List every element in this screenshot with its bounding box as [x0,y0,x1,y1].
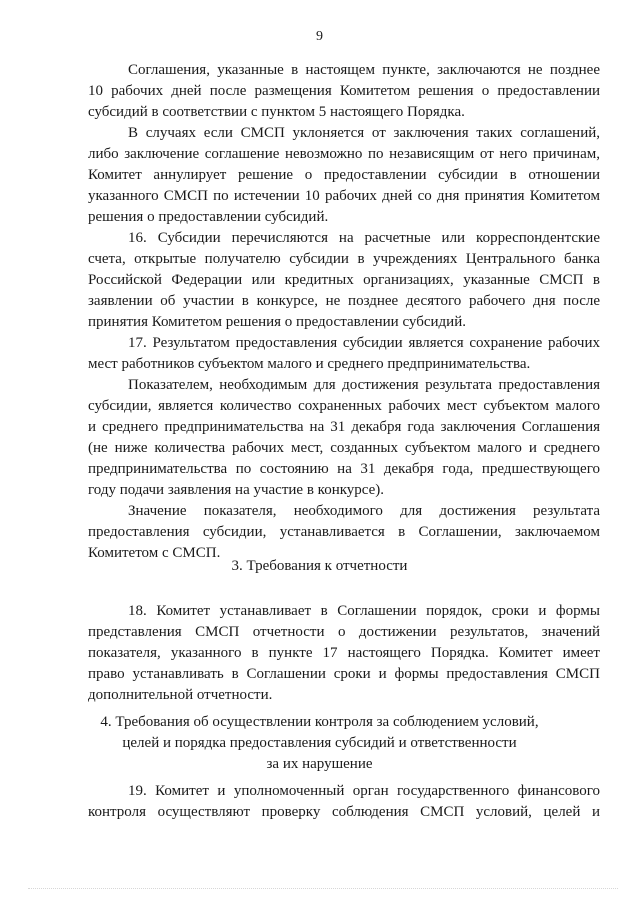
text-line: счета, открытые получателю субсидии в учреждениях Центрального банка [88,251,600,267]
scan-edge-marks [28,888,618,893]
text-line: году подачи заявления на участие в конкурсе). [88,482,385,498]
page-number: 9 [316,29,323,44]
section-heading: целей и порядка предоставления субсидий и ответственности [122,735,517,751]
text-line: В случаях если СМСП уклоняется от заключения таких соглашений, [128,125,600,141]
text-line: Российской Федерации или кредитных организациях, указанные СМСП в [88,272,600,288]
section-heading: за их нарушение [266,756,373,772]
text-line: показателя, указанного в пункте 17 настоящего Порядка. Комитет имеет [88,645,600,661]
text-line: Соглашения, указанные в настоящем пункте, заключаются не позднее [128,62,600,78]
text-line: 19. Комитет и уполномоченный орган государственного финансового [128,783,600,799]
section-heading: 4. Требования об осуществлении контроля за соблюдением условий, [100,714,539,730]
text-line: представления СМСП отчетности о достижении результатов, значений [88,624,600,640]
text-line: и среднего предпринимательства на 31 декабря года заключения Соглашения [88,419,600,435]
text-line: Значение показателя, необходимого для достижения результата [128,503,600,519]
text-line: субсидии, является количество сохраненных рабочих мест субъектом малого [88,398,600,414]
text-line: указанного СМСП по истечении 10 рабочих дней со дня принятия Комитетом [88,188,600,204]
text-line: 16. Субсидии перечисляются на расчетные или корреспондентские [128,230,600,246]
text-line: 18. Комитет устанавливает в Соглашении порядок, сроки и формы [128,603,600,619]
text-line: контроля осуществляют проверку соблюдения СМСП условий, целей и [88,804,600,820]
text-line: решения о предоставлении субсидий. [88,209,329,225]
text-line: Комитетом с СМСП. [88,545,221,561]
text-line: предпринимательства по состоянию на 31 декабря года, предшествующего [88,461,600,477]
text-line: предоставления субсидии, устанавливается в Соглашении, заключаемом [88,524,600,540]
text-line: дополнительной отчетности. [88,687,273,703]
text-line: принятия Комитетом решения о предоставлении субсидий. [88,314,466,330]
text-line: Показателем, необходимым для достижения результата предоставления [128,377,600,393]
text-line: (не ниже количества рабочих мест, созданных субъектом малого и среднего [88,440,600,456]
text-line: Комитет аннулирует решение о предоставлении субсидии в отношении [88,167,600,183]
text-line: 17. Результатом предоставления субсидии является сохранение рабочих [128,335,600,351]
text-line: либо заключение соглашение невозможно по независящим от него причинам, [88,146,600,162]
text-line: право устанавливать в Соглашении сроки и формы предоставления СМСП [88,666,600,682]
text-line: субсидий в соответствии с пунктом 5 настоящего Порядка. [88,104,465,120]
text-line: мест работников субъектом малого и среднего предпринимательства. [88,356,531,372]
text-line: заявлении об участии в конкурсе, не позднее десятого рабочего дня после [88,293,600,309]
text-line: 10 рабочих дней после размещения Комитетом решения о предоставлении [88,83,600,99]
section-heading: 3. Требования к отчетности [231,558,408,574]
